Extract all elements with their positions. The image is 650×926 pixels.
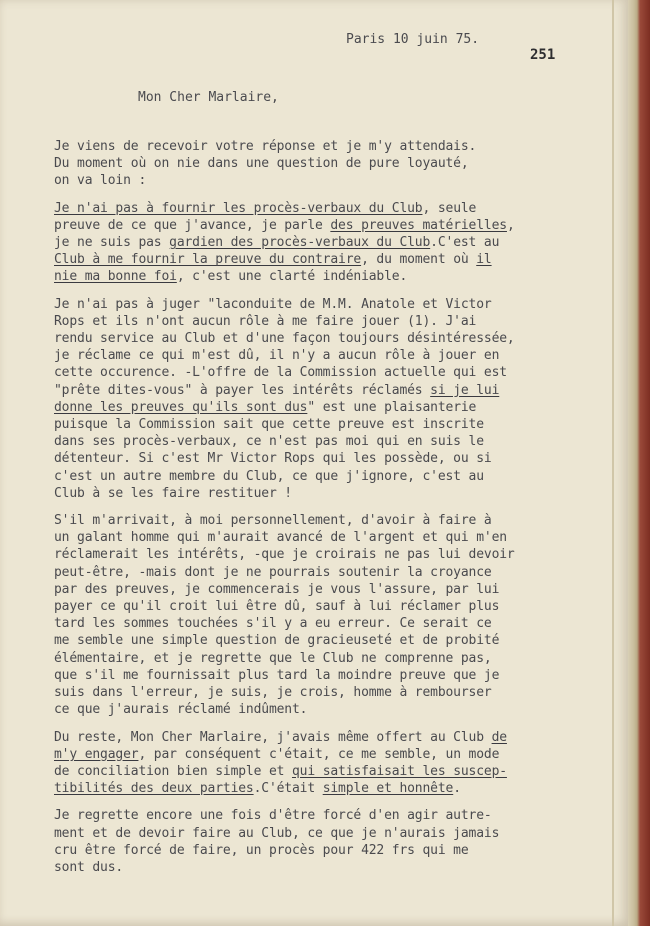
letter-line [54, 512, 515, 529]
text-segment: par des preuves, je commencerais je vous l'assure, par lui [54, 581, 500, 597]
letter-line [54, 364, 515, 381]
underlined-text: m'y engager [54, 746, 139, 762]
letter-paragraph [54, 807, 515, 876]
text-segment: de conciliation bien simple et [54, 763, 292, 779]
underlined-text: des preuves matérielles [330, 217, 507, 233]
letter-line [54, 416, 515, 433]
text-segment: c'est un autre membre du Club, ce que j'ignore, c'est au [54, 468, 484, 484]
underlined-text: Je n'ai pas à fournir les procès-verbaux du Club [54, 200, 423, 216]
letter-line [54, 746, 515, 763]
text-segment: Rops et ils n'ont aucun rôle à me faire jouer (1). J'ai [54, 313, 477, 329]
underlined-text: si je lui [430, 382, 500, 398]
text-segment: Du moment où on nie dans une question de pure loyauté, [54, 156, 469, 172]
text-segment: que s'il me fournissait plus tard la moindre preuve que je [54, 667, 500, 683]
underlined-text: donne les preuves qu'ils sont dus [54, 399, 308, 415]
underlined-text: Club à me fournir la preuve du contraire [54, 252, 362, 268]
letter-date: Paris 10 juin 75. [346, 32, 480, 47]
text-segment: .C'est au [430, 235, 500, 251]
letter-line [54, 330, 515, 347]
underlined-text: simple et honnête [322, 781, 454, 797]
letter-line [54, 296, 515, 313]
text-segment: , seule [422, 200, 477, 216]
letter-paragraph [54, 512, 515, 718]
text-segment: détenteur. Si c'est Mr Victor Rops qui les possède, ou si [54, 451, 492, 467]
letter-line [54, 615, 515, 632]
letter-line [54, 138, 515, 155]
letter-paragraph [54, 200, 515, 286]
text-segment: sont dus. [54, 859, 124, 875]
letter-line [54, 546, 515, 563]
letter-line [54, 763, 515, 780]
book-binding [628, 0, 650, 926]
page-edge [612, 0, 614, 926]
letter-line [54, 433, 515, 450]
letter-line [54, 564, 515, 581]
text-segment: élémentaire, et je regrette que le Club ne comprenne pas, [54, 650, 492, 666]
letter-line [54, 581, 515, 598]
letter-paragraph [54, 729, 515, 798]
text-segment: Club à se les faire restituer ! [54, 485, 292, 501]
text-segment: payer ce qu'il croit lui être dû, sauf à lui réclamer plus [54, 599, 500, 615]
text-segment: un galant homme qui m'aurait avancé de l'argent et qui m'en [54, 530, 507, 546]
letter-line [54, 842, 515, 859]
text-segment: me semble une simple question de gracieuseté et de probité [54, 633, 500, 649]
letter-line [54, 399, 515, 416]
text-segment: , par conséquent c'était, ce me semble, un mode [138, 746, 500, 762]
underlined-text: gardien des procès-verbaux du Club [169, 235, 431, 251]
text-segment: je ne suis pas [54, 235, 170, 251]
letter-body [54, 138, 515, 886]
text-segment: preuve de ce que j'avance, je parle [54, 217, 331, 233]
text-segment: , du moment où [361, 252, 477, 268]
text-segment: S'il m'arrivait, à moi personnellement, d'avoir à faire à [54, 513, 492, 529]
letter-line [54, 468, 515, 485]
salutation: Mon Cher Marlaire, [138, 90, 279, 105]
text-segment: Je n'ai pas à juger "laconduite de M.M. Anatole et Victor [54, 296, 492, 312]
letter-line [54, 825, 515, 842]
text-segment: Du reste, Mon Cher Marlaire, j'avais même offert au Club [54, 729, 492, 745]
letter-line [54, 200, 515, 217]
text-segment: "prête dites-vous" à payer les intérêts réclamés [54, 382, 431, 398]
text-segment: cru être forcé de faire, un procès pour 422 frs qui me [54, 842, 469, 858]
text-segment: , c'est une clarté indéniable. [176, 269, 408, 285]
text-segment: , [506, 217, 515, 233]
letter-line [54, 859, 515, 876]
page-number: 251 [530, 47, 556, 63]
letter-line [54, 729, 515, 746]
text-segment: " est une plaisanterie [307, 399, 477, 415]
letter-line [54, 313, 515, 330]
text-segment: réclamerait les intérêts, -que je croirais ne pas lui devoir [54, 547, 515, 563]
text-segment: Je viens de recevoir votre réponse et je m'y attendais. [54, 139, 477, 154]
letter-line [54, 450, 515, 467]
text-segment: on va loin : [54, 173, 147, 189]
text-segment: ment et de devoir faire au Club, ce que je n'aurais jamais [54, 825, 500, 841]
letter-line [54, 807, 515, 824]
underlined-text: nie ma bonne foi [54, 269, 177, 285]
letter-line [54, 780, 515, 797]
letter-line [54, 701, 515, 718]
letter-line [54, 632, 515, 649]
letter-line [54, 268, 515, 285]
text-segment: puisque la Commission sait que cette preuve est inscrite [54, 417, 484, 433]
letter-line [54, 684, 515, 701]
text-segment: ce que j'aurais réclamé indûment. [54, 702, 308, 718]
underlined-text: qui satisfaisait les suscep- [291, 763, 507, 779]
letter-line [54, 382, 515, 399]
text-segment: rendu service au Club et d'une façon toujours désintéressée, [54, 331, 515, 347]
letter-line [54, 234, 515, 251]
text-segment: cette occurence. -L'offre de la Commission actuelle qui est [54, 365, 507, 381]
letter-line [54, 598, 515, 615]
text-segment: tard les sommes touchées s'il y a eu erreur. Ce serait ce [54, 616, 492, 632]
letter-line [54, 217, 515, 234]
letter-line [54, 172, 515, 189]
letter-line [54, 485, 515, 502]
underlined-text: de [491, 729, 507, 745]
letter-line [54, 155, 515, 172]
text-segment: Je regrette encore une fois d'être forcé d'en agir autre- [54, 808, 492, 824]
letter-line [54, 667, 515, 684]
underlined-text: il [476, 252, 492, 268]
text-segment: peut-être, -mais dont je ne pourrais soutenir la croyance [54, 564, 492, 580]
letter-line [54, 347, 515, 364]
text-segment: .C'était [253, 781, 323, 797]
letter-paragraph [54, 296, 515, 502]
letter-line [54, 251, 515, 268]
letter-line [54, 650, 515, 667]
letter-paragraph [54, 138, 515, 190]
text-segment: je réclame ce qui m'est dû, il n'y a aucun rôle à jouer en [54, 348, 500, 364]
text-segment: . [453, 781, 461, 797]
underlined-text: tibilités des deux parties [54, 781, 254, 797]
text-segment: dans ses procès-verbaux, ce n'est pas moi qui en suis le [54, 434, 484, 450]
text-segment: suis dans l'erreur, je suis, je crois, homme à rembourser [54, 685, 492, 701]
letter-line [54, 529, 515, 546]
